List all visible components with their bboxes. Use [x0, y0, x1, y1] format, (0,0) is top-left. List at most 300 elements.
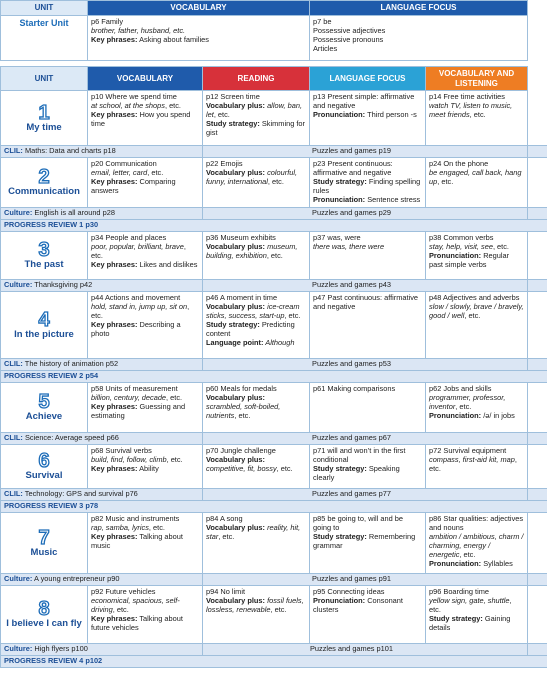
- starter-unit-name: Starter Unit: [1, 16, 88, 61]
- cell-text: p47 Past continuous: affirmative and negative: [313, 293, 419, 312]
- cell-text: p36 Museum exhibits: [206, 233, 276, 243]
- cell-text: , etc.: [429, 596, 512, 614]
- cell-line: [429, 456, 524, 474]
- puzzles-games-cell: Puzzles and games p91: [203, 574, 528, 586]
- cell-text: p38 Common verbs: [429, 233, 494, 243]
- key-label: Key phrases:: [91, 259, 138, 269]
- bar-text: English is all around p28: [32, 208, 115, 218]
- cell-text: , etc.: [164, 101, 181, 111]
- puzzles-games-cell: Puzzles and games p77: [203, 489, 528, 501]
- unit-number: 5: [38, 391, 50, 414]
- cell-line: [429, 412, 524, 421]
- cell-text: billion, century, decade: [91, 393, 167, 403]
- key-label: Study strategy:: [313, 463, 367, 473]
- cell-line: [206, 120, 306, 138]
- cell-line: [313, 597, 422, 615]
- cell-line: [313, 294, 422, 312]
- cell-text: , etc.: [437, 176, 454, 186]
- cell-line: [206, 524, 306, 542]
- progress-review-row: [1, 371, 547, 383]
- cell-line: [206, 321, 306, 339]
- unit-title: My time: [26, 121, 62, 133]
- bar-label: Culture:: [4, 208, 33, 218]
- unit-number: 2: [38, 166, 50, 189]
- bar-text: High flyers p100: [32, 644, 88, 654]
- cell-text: p86 Star qualities: adjectives and nouns: [429, 514, 524, 533]
- unit-number: 6: [38, 450, 50, 473]
- key-label: Pronunciation:: [429, 558, 482, 568]
- cell-line: [313, 243, 422, 252]
- unit-row: [1, 292, 547, 359]
- key-label: Pronunciation:: [313, 109, 366, 119]
- puzzles-games-cell: Puzzles and games p43: [203, 280, 528, 292]
- progress-review-row: [1, 501, 547, 513]
- cell-line: [91, 403, 199, 421]
- cell-text: fossil fuels, lossless, renewable: [206, 596, 304, 614]
- cell-text: p94 No limit: [206, 587, 246, 597]
- puzzles-games-cell: Puzzles and games p53: [203, 359, 528, 371]
- unit-number: 3: [38, 239, 50, 262]
- vocab-listening-cell: [426, 232, 528, 280]
- key-label: Study strategy:: [429, 613, 483, 623]
- vocab-listening-cell: [426, 383, 528, 433]
- unit-cell: [1, 586, 88, 644]
- puzzles-games-cell: Puzzles and games p101: [203, 644, 528, 656]
- cell-text: at school, at the shops: [91, 101, 165, 111]
- cell-text: p46 A moment in time: [206, 293, 278, 303]
- cell-text: How you spend time: [91, 109, 191, 128]
- unit-row: [1, 232, 547, 280]
- cell-text: p48 Adjectives and adverbs: [429, 293, 520, 303]
- cell-text: , etc.: [267, 176, 284, 186]
- bar-label: CLIL:: [4, 433, 23, 443]
- cell-line: [429, 303, 524, 321]
- vocabulary-cell: [88, 91, 203, 146]
- key-label: Vocabulary plus:: [206, 393, 266, 403]
- vocabulary-cell: [88, 232, 203, 280]
- cell-line: [429, 169, 524, 187]
- bar-text: The history of animation p52: [22, 359, 119, 369]
- puzzles-games-cell: Puzzles and games p67: [203, 433, 528, 445]
- cell-text: , etc.: [91, 302, 190, 320]
- key-label: Study strategy:: [206, 319, 260, 329]
- key-label: Study strategy:: [206, 118, 260, 128]
- key-label: Pronunciation:: [313, 596, 366, 606]
- bar-label: Culture:: [4, 280, 33, 290]
- cell-text: competitive, fit, bossy: [206, 463, 277, 473]
- clil-culture-cell: [1, 644, 203, 656]
- language-focus-cell: [310, 586, 426, 644]
- cell-text: Skimming for gist: [206, 118, 305, 137]
- cell-text: p7 be: [313, 17, 332, 26]
- bar-label: Culture:: [4, 574, 33, 584]
- cell-text: Asking about families: [137, 34, 209, 44]
- cell-text: /ə/ in jobs: [481, 410, 515, 420]
- key-label: Key phrases:: [91, 176, 138, 186]
- cell-text: p61 Making comparisons: [313, 384, 396, 394]
- progress-review-cell: PROGRESS REVIEW 4 p102: [1, 656, 547, 668]
- clil-culture-row: [1, 146, 547, 158]
- language-focus-cell: [310, 91, 426, 146]
- starter-header-vocabulary: VOCABULARY: [88, 1, 310, 16]
- header-vocabulary-listening: VOCABULARY AND LISTENING: [426, 67, 528, 91]
- unit-title: In the picture: [14, 328, 74, 340]
- cell-text: , etc.: [166, 455, 183, 465]
- vocabulary-cell: [88, 292, 203, 359]
- starter-unit-table: [0, 0, 547, 61]
- cell-text: rap, samba, lyrics: [91, 523, 149, 533]
- cell-line: [313, 93, 422, 111]
- cell-text: slow / slowly, brave / bravely, good / well: [429, 302, 524, 320]
- cell-text: Regular past simple verbs: [429, 250, 510, 269]
- unit-row: [1, 445, 547, 489]
- cell-text: , etc.: [213, 109, 230, 119]
- cell-text: , etc.: [166, 393, 183, 403]
- cell-text: , etc.: [234, 410, 251, 420]
- cell-line: [429, 515, 524, 533]
- cell-text: , etc.: [464, 310, 481, 320]
- bar-text: Science: Average speed p66: [22, 433, 119, 443]
- cell-text: Articles: [313, 43, 338, 53]
- cell-line: [429, 560, 524, 569]
- cell-text: Ability: [137, 463, 159, 473]
- bar-text: Maths: Data and charts p18: [22, 146, 116, 156]
- cell-text: Third person -s: [365, 109, 417, 119]
- vocabulary-cell: [88, 383, 203, 433]
- cell-line: [206, 403, 306, 421]
- cell-text: , etc.: [284, 310, 301, 320]
- key-label: Key phrases:: [91, 531, 138, 541]
- cell-line: [206, 102, 306, 120]
- unit-title: Communication: [8, 186, 80, 198]
- cell-line: [91, 261, 199, 270]
- cell-text: , etc.: [218, 531, 235, 541]
- cell-line: [429, 615, 524, 633]
- cell-text: p68 Survival verbs: [91, 446, 152, 456]
- cell-text: Talking about future vehicles: [91, 613, 183, 632]
- cell-text: Describing a photo: [91, 319, 181, 338]
- vocab-listening-cell: [426, 91, 528, 146]
- cell-text: , etc.: [270, 604, 287, 614]
- cell-line: [429, 394, 524, 412]
- cell-text: p82 Music and instruments: [91, 514, 180, 524]
- clil-culture-row: [1, 489, 547, 501]
- clil-culture-row: [1, 574, 547, 586]
- cell-line: [313, 465, 422, 483]
- cell-text: p72 Survival equipment: [429, 446, 507, 456]
- cell-line: [206, 303, 306, 321]
- starter-header-language-focus: LANGUAGE FOCUS: [310, 1, 528, 16]
- cell-text: museum, building, exhibition: [206, 242, 298, 260]
- cell-line: [91, 533, 199, 551]
- clil-culture-row: [1, 280, 547, 292]
- cell-line: [206, 243, 306, 261]
- cell-line: [91, 111, 199, 129]
- cell-text: ice-cream sticks, success, start-up: [206, 302, 300, 320]
- unit-cell: [1, 383, 88, 433]
- clil-culture-row: [1, 208, 547, 220]
- starter-lang-cell: [310, 16, 528, 61]
- header-language-focus: LANGUAGE FOCUS: [310, 67, 426, 91]
- cell-text: , etc.: [91, 242, 186, 260]
- cell-text: Possessive adjectives: [313, 25, 386, 35]
- main-header-row: [1, 67, 547, 91]
- starter-vocab-cell: [88, 16, 310, 61]
- unit-title: Achieve: [25, 411, 63, 423]
- progress-review-cell: PROGRESS REVIEW 2 p54: [1, 371, 547, 383]
- unit-title: Survival: [25, 470, 63, 482]
- header-reading: READING: [203, 67, 310, 91]
- cell-text: p60 Meals for medals: [206, 384, 277, 394]
- cell-text: be engaged, call back, hang up: [429, 168, 522, 186]
- cell-line: [91, 303, 199, 321]
- unit-row: [1, 158, 547, 208]
- cell-text: p34 People and places: [91, 233, 167, 243]
- unit-cell: [1, 292, 88, 359]
- bar-label: CLIL:: [4, 146, 23, 156]
- cell-line: [206, 169, 306, 187]
- puzzles-games-cell: Puzzles and games p29: [203, 208, 528, 220]
- cell-text: p12 Screen time: [206, 92, 260, 102]
- cell-line: [313, 515, 422, 533]
- cell-text: Predicting content: [206, 319, 295, 338]
- cell-text: poor, popular, brilliant, brave: [91, 242, 184, 252]
- cell-line: [91, 597, 199, 615]
- cell-text: , etc.: [112, 604, 129, 614]
- cell-line: [206, 339, 306, 348]
- key-label: Key phrases:: [91, 613, 138, 623]
- vocabulary-cell: [88, 513, 203, 574]
- cell-text: , etc.: [266, 250, 283, 260]
- language-focus-cell: [310, 232, 426, 280]
- unit-title: Music: [30, 546, 58, 558]
- cell-text: p24 On the phone: [429, 159, 489, 169]
- cell-line: [206, 597, 306, 615]
- key-label: Vocabulary plus:: [206, 523, 266, 533]
- key-label: Vocabulary plus:: [206, 168, 266, 178]
- cell-text: p85 be going to, will and be going to: [313, 514, 403, 533]
- bar-text: A young entrepreneur p90: [32, 574, 120, 584]
- vocabulary-cell: [88, 586, 203, 644]
- cell-line: [313, 447, 422, 465]
- bar-label: Culture:: [4, 644, 33, 654]
- reading-cell: [203, 232, 310, 280]
- cell-text: there was, there were: [313, 242, 385, 252]
- reading-cell: [203, 91, 310, 146]
- cell-text: p62 Jobs and skills: [429, 384, 492, 394]
- clil-culture-cell: [1, 574, 203, 586]
- cell-text: economical, spacious, self-driving: [91, 596, 180, 614]
- cell-text: p22 Emojis: [206, 159, 243, 169]
- reading-cell: [203, 445, 310, 489]
- cell-text: p44 Actions and movement: [91, 293, 181, 303]
- cell-text: p95 Connecting ideas: [313, 587, 385, 597]
- clil-culture-cell: [1, 146, 203, 158]
- unit-cell: [1, 91, 88, 146]
- progress-review-cell: PROGRESS REVIEW 3 p78: [1, 501, 547, 513]
- key-label: Vocabulary plus:: [206, 101, 266, 111]
- bar-label: CLIL:: [4, 359, 23, 369]
- unit-cell: [1, 232, 88, 280]
- cell-line: [91, 243, 199, 261]
- cell-text: p58 Units of measurement: [91, 384, 178, 394]
- cell-line: [313, 160, 422, 178]
- key-label: Vocabulary plus:: [206, 596, 266, 606]
- cell-text: Possessive pronouns: [313, 34, 384, 44]
- key-label: Key phrases:: [91, 401, 138, 411]
- cell-line: [313, 111, 422, 120]
- cell-text: p13 Present simple: affirmative and negative: [313, 92, 415, 111]
- cell-text: build, find, follow, climb: [91, 455, 167, 465]
- unit-cell: [1, 445, 88, 489]
- progress-review-cell: PROGRESS REVIEW 1 p30: [1, 220, 547, 232]
- key-label: Key phrases:: [91, 109, 138, 119]
- unit-row: [1, 383, 547, 433]
- vocabulary-cell: [88, 158, 203, 208]
- header-vocabulary: VOCABULARY: [88, 67, 203, 91]
- key-label: Study strategy:: [313, 531, 367, 541]
- cell-text: p20 Communication: [91, 159, 157, 169]
- unit-number: 4: [38, 308, 50, 331]
- key-label: Pronunciation:: [429, 250, 482, 260]
- cell-text: p14 Free time activities: [429, 92, 505, 102]
- cell-text: , etc.: [276, 463, 293, 473]
- unit-number: 7: [38, 526, 50, 549]
- clil-culture-cell: [1, 433, 203, 445]
- cell-text: Remembering grammar: [313, 531, 416, 550]
- cell-line: [91, 615, 199, 633]
- clil-culture-row: [1, 644, 547, 656]
- cell-text: p96 Boarding time: [429, 587, 489, 597]
- cell-text: p84 A song: [206, 514, 243, 524]
- cell-text: Speaking clearly: [313, 463, 400, 482]
- cell-text: Guessing and estimating: [91, 401, 186, 420]
- cell-text: Syllables: [481, 558, 513, 568]
- bar-text: Thanksgiving p42: [32, 280, 93, 290]
- cell-line: [429, 533, 524, 560]
- cell-text: stay, help, visit, see: [429, 242, 493, 252]
- cell-text: p23 Present continuous: affirmative and negative: [313, 159, 393, 178]
- cell-text: ambition / ambitious, charm / charming, energy / energetic: [429, 531, 524, 559]
- key-label: Pronunciation:: [429, 410, 482, 420]
- cell-text: Although: [263, 337, 295, 347]
- key-label: Key phrases:: [91, 34, 138, 44]
- puzzles-games-cell: Puzzles and games p19: [203, 146, 528, 158]
- reading-cell: [203, 383, 310, 433]
- clil-culture-cell: [1, 489, 203, 501]
- header-unit: UNIT: [1, 67, 88, 91]
- cell-line: [91, 321, 199, 339]
- key-label: Language point:: [206, 337, 264, 347]
- unit-number: 8: [38, 598, 50, 621]
- cell-text: p70 Jungle challenge: [206, 446, 276, 456]
- cell-text: , etc.: [469, 109, 486, 119]
- unit-row: [1, 586, 547, 644]
- cell-line: [206, 456, 306, 474]
- cell-line: [313, 385, 422, 394]
- unit-title: I believe I can fly: [6, 618, 82, 630]
- cell-text: brother, father, husband, etc.: [91, 25, 186, 35]
- cell-text: watch TV, listen to music, meet friends: [429, 101, 513, 119]
- cell-text: , etc.: [459, 549, 476, 559]
- cell-text: p71 will and won’t in the first conditional: [313, 446, 406, 465]
- cell-text: allow, ban, let: [206, 101, 302, 119]
- vocab-listening-cell: [426, 292, 528, 359]
- bar-label: CLIL:: [4, 489, 23, 499]
- cell-text: , etc.: [148, 523, 165, 533]
- cell-text: programmer, professor, inventor: [429, 393, 506, 411]
- cell-text: Talking about music: [91, 531, 183, 550]
- key-label: Pronunciation:: [313, 194, 366, 204]
- cell-line: [313, 178, 422, 196]
- cell-line: [313, 196, 422, 205]
- cell-text: Gaining details: [429, 613, 511, 632]
- clil-culture-row: [1, 433, 547, 445]
- language-focus-cell: [310, 445, 426, 489]
- cell-text: compass, first-aid kit, map: [429, 455, 515, 465]
- language-focus-cell: [310, 158, 426, 208]
- cell-line: [313, 45, 524, 54]
- bar-text: Technology: GPS and survival p76: [22, 489, 138, 499]
- language-focus-cell: [310, 383, 426, 433]
- progress-review-row: [1, 656, 547, 668]
- cell-text: , etc.: [492, 242, 509, 252]
- contents-table: [0, 66, 547, 668]
- cell-text: colourful, funny, international: [206, 168, 298, 186]
- cell-text: p6 Family: [91, 17, 124, 26]
- cell-text: Sentence stress: [365, 194, 421, 204]
- cell-text: , etc.: [455, 401, 472, 411]
- starter-header-unit: UNIT: [1, 1, 88, 16]
- cell-line: [91, 36, 306, 45]
- clil-culture-cell: [1, 208, 203, 220]
- cell-text: Likes and dislikes: [137, 259, 198, 269]
- cell-line: [313, 36, 524, 45]
- unit-number: 1: [38, 101, 50, 124]
- cell-line: [429, 597, 524, 615]
- key-label: Key phrases:: [91, 463, 138, 473]
- key-label: Key phrases:: [91, 319, 138, 329]
- language-focus-cell: [310, 513, 426, 574]
- unit-cell: [1, 158, 88, 208]
- reading-cell: [203, 586, 310, 644]
- unit-row: [1, 513, 547, 574]
- key-label: Vocabulary plus:: [206, 455, 266, 465]
- cell-line: [313, 533, 422, 551]
- reading-cell: [203, 292, 310, 359]
- cell-text: , etc.: [147, 168, 164, 178]
- progress-review-row: [1, 220, 547, 232]
- vocab-listening-cell: [426, 586, 528, 644]
- cell-text: scrambled, soft-boiled, nutrients: [206, 401, 281, 420]
- cell-text: p10 Where we spend time: [91, 92, 177, 102]
- key-label: Vocabulary plus:: [206, 242, 266, 252]
- clil-culture-cell: [1, 359, 203, 371]
- cell-line: [91, 465, 199, 474]
- cell-text: email, letter, card: [91, 168, 148, 178]
- language-focus-cell: [310, 292, 426, 359]
- cell-text: p92 Future vehicles: [91, 587, 156, 597]
- cell-line: [429, 252, 524, 270]
- reading-cell: [203, 158, 310, 208]
- vocab-listening-cell: [426, 445, 528, 489]
- cell-text: Comparing answers: [91, 176, 176, 195]
- cell-text: Finding spelling rules: [313, 176, 421, 195]
- cell-line: [91, 178, 199, 196]
- vocabulary-cell: [88, 445, 203, 489]
- vocab-listening-cell: [426, 158, 528, 208]
- clil-culture-cell: [1, 280, 203, 292]
